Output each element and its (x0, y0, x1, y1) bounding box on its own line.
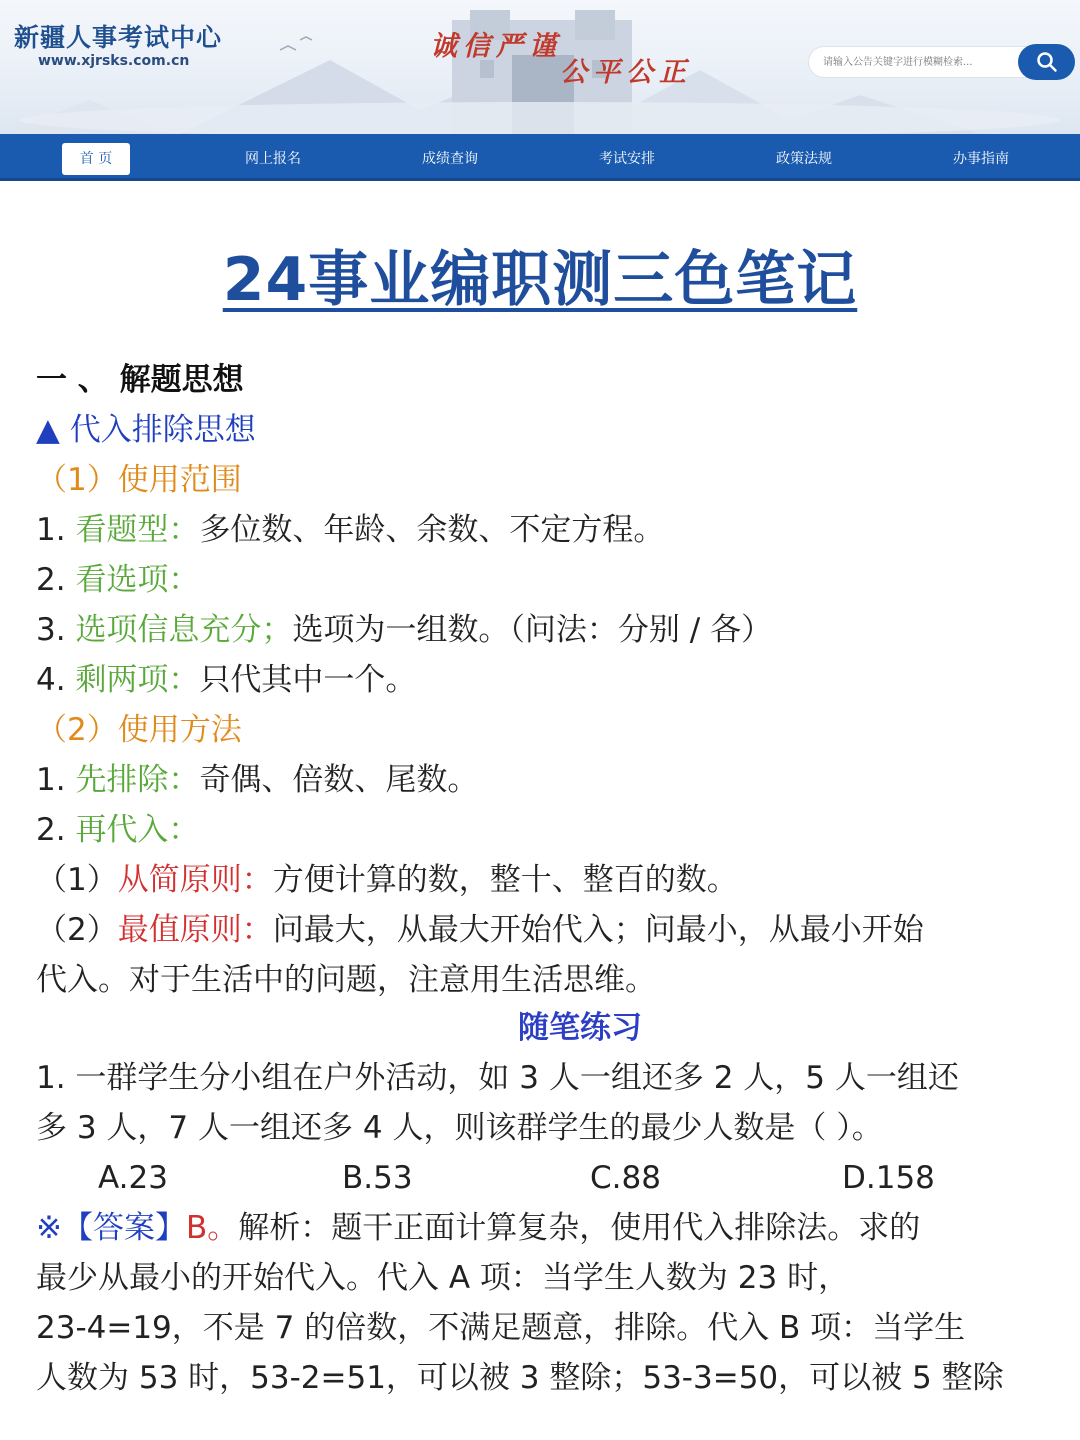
item-text: 奇偶、倍数、尾数。 (199, 762, 479, 798)
list-item (36, 810, 1046, 850)
rule-extreme-value (36, 910, 1046, 950)
item-number: 2. (36, 562, 66, 598)
answer-line: 最少从最小的开始代入。代入 A 项：当学生人数为 23 时， (36, 1260, 850, 1296)
nav-online-registration[interactable]: 网上报名 (245, 151, 301, 167)
rule-keyword: 从简原则： (117, 862, 273, 898)
slogan-fairness: 公平公正 (560, 57, 692, 88)
answer-line: 人数为 53 时，53-2=51，可以被 3 整除；53-3=50，可以被 5 整除 (36, 1360, 1004, 1396)
answer-label: ※【答案】 (36, 1210, 186, 1246)
rule-continuation: 代入。对于生活中的问题，注意用生活思维。 (36, 962, 656, 998)
item-number: 1. (36, 762, 66, 798)
rule-number: （2） (36, 912, 118, 948)
search-icon (1036, 51, 1058, 73)
search-input[interactable] (808, 46, 1030, 78)
list-item (36, 610, 1046, 650)
site-url[interactable]: www.xjrsks.com.cn (38, 53, 190, 69)
site-name[interactable]: 新疆人事考试中心 (14, 23, 223, 52)
item-number: 1. (36, 512, 66, 548)
item-text: 只代其中一个。 (199, 662, 417, 698)
item-keyword: 看选项： (75, 562, 200, 598)
answer-line: 23-4=19，不是 7 的倍数，不满足题意，排除。代入 B 项：当学生 (36, 1310, 966, 1346)
answer-line (36, 1208, 1046, 1248)
rule-text: 方便计算的数，整十、整百的数。 (272, 862, 738, 898)
item-keyword: 再代入： (75, 812, 200, 848)
nav-service-guide[interactable]: 办事指南 (953, 151, 1009, 167)
item-number: 2. (36, 812, 66, 848)
main-nav (0, 134, 1080, 181)
nav-exam-schedule[interactable]: 考试安排 (599, 151, 655, 167)
practice-heading: 随笔练习 (518, 1010, 642, 1046)
question-line: 多 3 人，7 人一组还多 4 人，则该群学生的最少人数是（ ）。 (36, 1110, 883, 1146)
item-text: 多位数、年龄、余数、不定方程。 (199, 512, 665, 548)
subsection-heading: ▲ 代入排除思想 (36, 412, 256, 448)
answer-text: 解析：题干正面计算复杂，使用代入排除法。求的 (238, 1210, 921, 1246)
page-title: 24事业编职测三色笔记 (222, 245, 858, 315)
header-banner (0, 0, 1080, 134)
list-item (36, 510, 1046, 550)
rule-text: 问最大，从最大开始代入；问最小，从最小开始 (272, 912, 924, 948)
nav-policies[interactable]: 政策法规 (776, 151, 832, 167)
search-button[interactable] (1018, 44, 1075, 80)
list-item (36, 560, 1046, 600)
option-d: D.158 (842, 1160, 935, 1196)
question-line: 1. 一群学生分小组在户外活动，如 3 人一组还多 2 人，5 人一组还 (36, 1060, 959, 1096)
rule-keyword: 最值原则： (117, 912, 273, 948)
part-heading-method: （2）使用方法 (36, 712, 242, 748)
list-item (36, 660, 1046, 700)
rule-simplicity (36, 860, 1046, 900)
slogan-integrity: 诚信严谨 (430, 31, 562, 62)
part-heading-scope: （1）使用范围 (36, 462, 242, 498)
item-text: 选项为一组数。（问法：分别 / 各） (292, 612, 773, 648)
nav-home[interactable]: 首 页 (62, 143, 130, 175)
item-number: 3. (36, 612, 66, 648)
item-keyword: 剩两项： (75, 662, 200, 698)
option-b: B.53 (342, 1160, 413, 1196)
item-keyword: 选项信息充分； (75, 612, 293, 648)
option-c: C.88 (590, 1160, 661, 1196)
item-keyword: 先排除： (75, 762, 200, 798)
list-item (36, 760, 1046, 800)
nav-score-query[interactable]: 成绩查询 (422, 151, 478, 167)
rule-number: （1） (36, 862, 118, 898)
answer-letter: B。 (185, 1210, 239, 1246)
item-number: 4. (36, 662, 66, 698)
item-keyword: 看题型： (75, 512, 200, 548)
section-heading: 一 、 解题思想 (36, 362, 244, 398)
option-a: A.23 (98, 1160, 168, 1196)
